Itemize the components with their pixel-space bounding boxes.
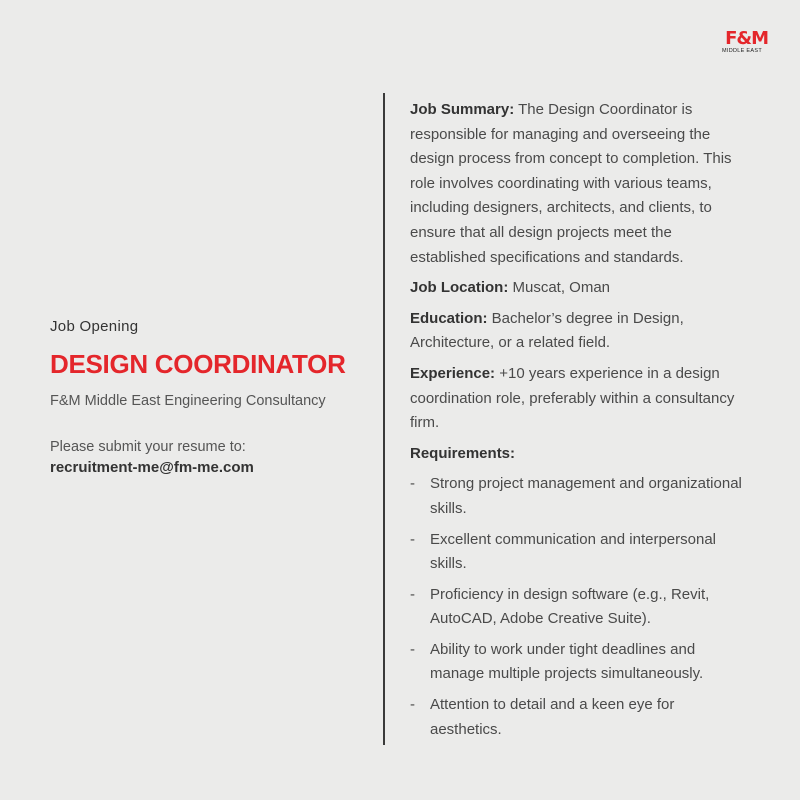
job-location-label: Job Location: [410, 279, 509, 297]
requirement-item: - Attention to detail and a keen eye for aesthetics. [410, 696, 675, 738]
experience [410, 362, 746, 436]
requirement-item: - Ability to work under tight deadlines and manage multiple projects simultaneously. [410, 640, 704, 683]
logo-mark: F&M [725, 28, 768, 49]
education [410, 307, 746, 356]
submit-instruction: Please submit your resume to: [50, 439, 246, 455]
requirement-item: - Proficiency in design software (e.g., Revit, AutoCAD, Adobe Creative Suite). [410, 585, 710, 628]
job-location-text: Muscat, Oman [508, 279, 611, 297]
requirements-list [410, 472, 746, 742]
job-details-panel [410, 98, 746, 748]
job-header-panel [50, 318, 370, 476]
job-title: DESIGN COORDINATOR [50, 349, 346, 379]
job-opening-label: Job Opening [50, 318, 139, 335]
company-name: F&M Middle East Engineering Consultancy [50, 393, 326, 409]
job-summary-label: Job Summary: [410, 101, 515, 118]
recruitment-email: recruitment-me@fm-me.com [50, 459, 254, 476]
vertical-divider [383, 93, 385, 745]
requirement-text: Strong project management and organizational skills. [430, 475, 742, 517]
education-label: Education: [410, 309, 488, 327]
job-summary [410, 98, 746, 270]
experience-text: +10 years experience in a design coordination role, preferably within a consultancy firm. [410, 364, 735, 432]
requirement-text: Ability to work under tight deadlines and manage multiple projects simultaneously. [430, 640, 704, 683]
job-summary-text: The Design Coordinator is responsible for managing and overseeing the design process from concept to completion. This role involves coordinating with various teams, including designers, architects, and clients, to ensure that all design projects meet the established specifications and standards. [410, 101, 732, 266]
requirement-text: Proficiency in design software (e.g., Revit, AutoCAD, Adobe Creative Suite). [430, 585, 710, 628]
education-text: Bachelor’s degree in Design, Architecture, or a related field. [410, 309, 684, 352]
requirement-text: Attention to detail and a keen eye for aesthetics. [430, 696, 675, 738]
requirement-item: - Strong project management and organizational skills. [410, 475, 742, 517]
job-location [410, 276, 746, 301]
experience-label: Experience: [410, 364, 496, 382]
logo-subtitle: MIDDLE EAST [722, 48, 762, 54]
requirement-text: Excellent communication and interpersonal skills. [430, 530, 716, 573]
requirement-item: - Excellent communication and interpersonal skills. [410, 530, 716, 573]
requirements-heading: Requirements: [410, 444, 516, 462]
company-logo [722, 30, 768, 55]
